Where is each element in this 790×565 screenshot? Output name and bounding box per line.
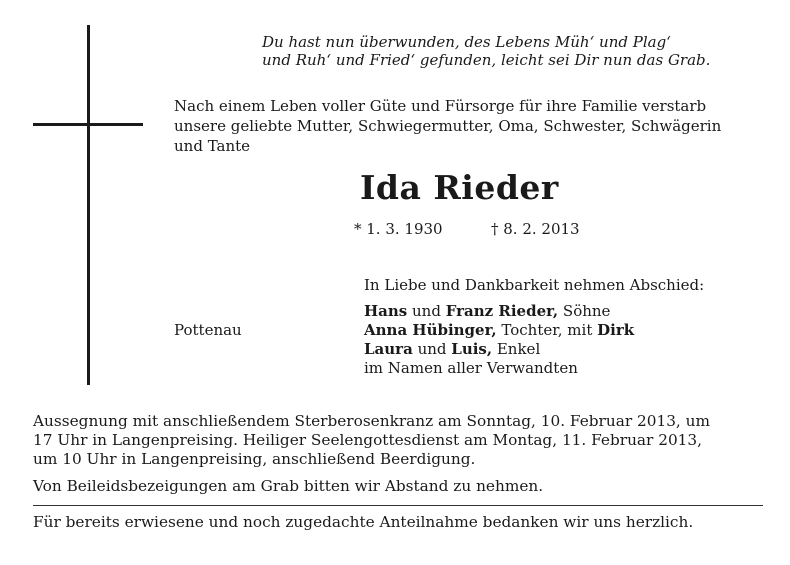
farewell-line: In Liebe und Dankbarkeit nehmen Abschied:: [364, 276, 705, 294]
funeral-service-info: [33, 412, 763, 469]
memorial-quote: [262, 33, 710, 69]
quote-line-1: Du hast nun überwunden, des Lebens Müh‘ und Plag‘: [262, 33, 671, 51]
thanks-note: Für bereits erwiesene und noch zugedachte Anteilnahme bedanken wir uns herzlich.: [33, 513, 694, 531]
mourner-line-sons: Hans und Franz Rieder, Söhne: [364, 302, 611, 320]
death-date: † 8. 2. 2013: [491, 220, 580, 238]
mourner-line-daughter: Anna Hübinger, Tochter, mit Dirk: [364, 321, 635, 339]
service-line-2: 17 Uhr in Langenpreising. Heiliger Seelengottesdienst am Montag, 11. Februar 2013,: [33, 431, 703, 449]
intro-line-3: und Tante: [174, 137, 251, 155]
intro-line-2: unsere geliebte Mutter, Schwiegermutter, Oma, Schwester, Schwägerin: [174, 117, 722, 135]
cross-icon-horizontal-bar: [33, 123, 143, 126]
service-line-3: um 10 Uhr in Langenpreising, anschließend Beerdigung.: [33, 450, 476, 468]
mourner-line-relatives: im Namen aller Verwandten: [364, 359, 578, 377]
service-line-1: Aussegnung mit anschließendem Sterberosenkranz am Sonntag, 10. Februar 2013, um: [33, 412, 711, 430]
birth-date: * 1. 3. 1930: [354, 220, 443, 238]
condolence-note: Von Beileidsbezeigungen am Grab bitten wir Abstand zu nehmen.: [33, 477, 544, 495]
place-name: Pottenau: [174, 321, 242, 339]
intro-line-1: Nach einem Leben voller Güte und Fürsorge für ihre Familie verstarb: [174, 97, 707, 115]
intro-text: [174, 96, 721, 156]
cross-icon-vertical-bar: [87, 25, 90, 385]
mourners-list: [364, 302, 634, 378]
divider: [33, 505, 763, 506]
mourner-line-grandchildren: Laura und Luis, Enkel: [364, 340, 541, 358]
deceased-name: Ida Rieder: [360, 168, 559, 207]
quote-line-2: und Ruh‘ und Fried‘ gefunden, leicht sei Dir nun das Grab.: [262, 51, 711, 69]
